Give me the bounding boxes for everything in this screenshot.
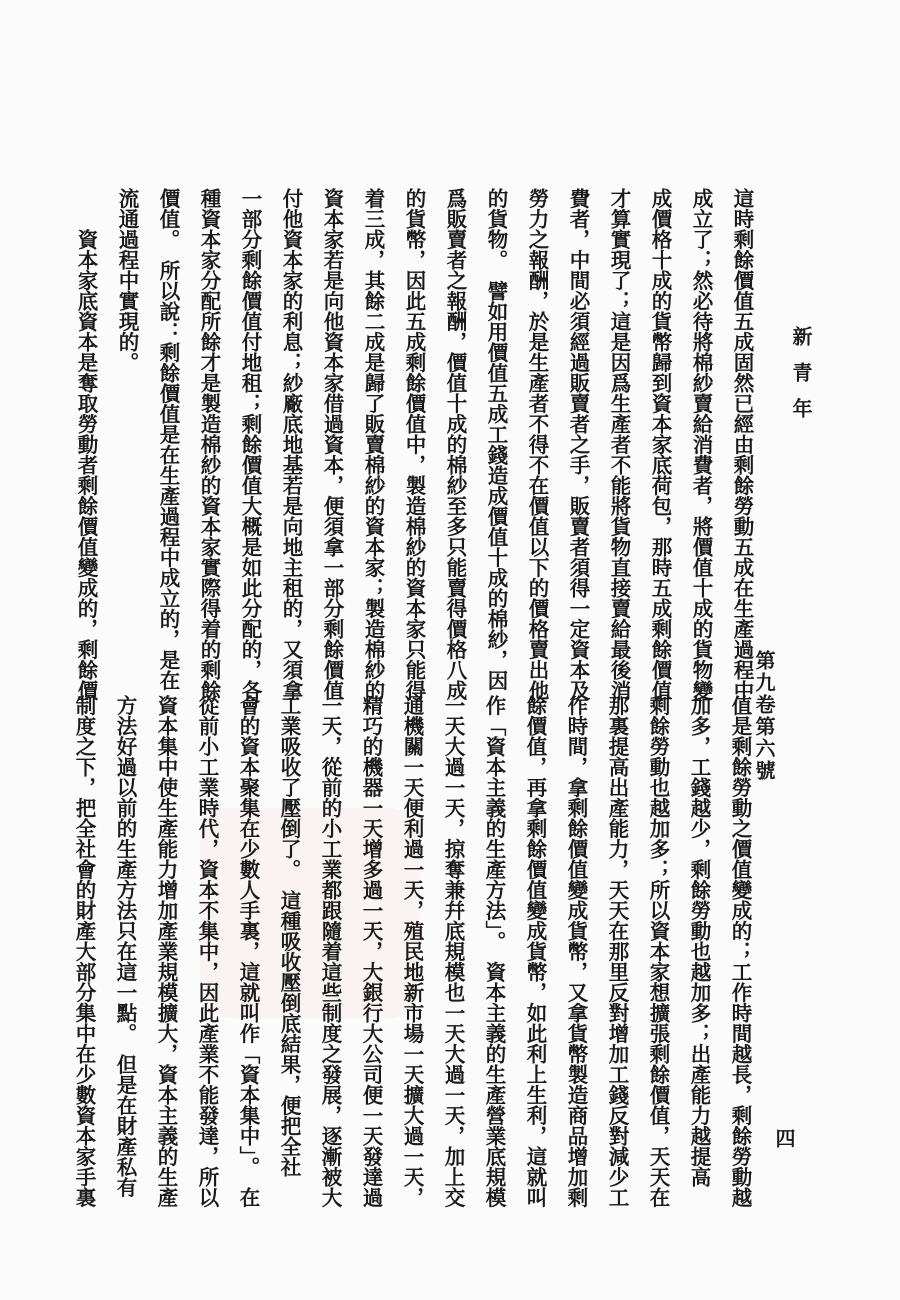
text-line: 資本家若是向他資本家借過資本，便須拿一部分剩餘價值: [320, 188, 344, 701]
text-line: 一天大過一天，掠奪兼幷底規模也一天大過一天，加上交: [441, 695, 465, 1208]
text-line: 勞力之報酬，於是生產者不得不在價值以下的價格賣出他: [525, 188, 549, 701]
text-line: 制度之下，把全社會的財產大部分集中在少數資本家手裏: [72, 695, 96, 1208]
text-line: 值是剩餘勞動之價值變成的；工作時間越長，剩餘勞動越: [728, 695, 752, 1208]
lower-text-block: [72, 695, 760, 1208]
text-line: 一部分剩餘價值付地租；剩餘價值大概是如此分配的，各: [238, 188, 262, 701]
journal-title: 新青年: [789, 326, 813, 434]
text-line: 的貨幣，因此五成剩餘價值中，製造棉紗的資本家只能得: [402, 188, 426, 701]
text-line: 費者，中間必須經過販賣者之手，販賣者須得一定資本及: [566, 188, 590, 701]
text-line: 加多，工錢越少，剩餘勞動也越加多；出產能力越提高: [687, 695, 711, 1187]
text-line: 從前小工業時代，資本不集中，因此產業不能發達，所以: [195, 695, 219, 1208]
text-line: 的貨物。 譬如用價值五成工錢造成價值十成的棉紗，因: [484, 188, 508, 691]
text-line: 爲販賣者之報酬，價值十成的棉紗至多只能賣得價格八成: [443, 188, 467, 701]
text-line: 剩餘勞動也越加多；所以資本家想擴張剩餘價值，天天在: [646, 695, 670, 1208]
text-line: 作「資本主義的生產方法」。 資本主義的生產營業底規模: [482, 695, 506, 1208]
text-line: 成價格十成的貨幣歸到資本家底荷包，那時五成剩餘價值: [648, 188, 672, 701]
text-line: 通機關一天便利過一天，殖民地新市場一天擴大過一天，: [400, 695, 424, 1208]
text-line: 作時間，拿剩餘價值變成貨幣，又拿貨幣製造商品增加剩: [564, 695, 588, 1208]
upper-text-block: [74, 188, 762, 701]
text-line: 那裏提高出產能力，天天在那里反對增加工錢反對減少工: [605, 695, 629, 1208]
text-line: 着三成，其餘二成是歸了販賣棉紗的資本家；製造棉紗的: [361, 188, 385, 701]
text-line: 餘價值，再拿剩餘價值變成貨幣，如此利上生利，這就叫: [523, 695, 547, 1208]
text-line: 資本家底資本是奪取勞動者剩餘價值變成的，剩餘價: [74, 188, 98, 701]
text-line: 精巧的機器一天增多過一天，大銀行大公司便一天發達過: [359, 695, 383, 1208]
text-line: 流通過程中實現的。: [115, 188, 139, 373]
text-line: 一天，從前的小工業都跟隨着這些制度之發展，逐漸被大: [318, 695, 342, 1208]
text-line: 方法好過以前的生產方法只在這一點。 但是在財產私有: [113, 695, 137, 1198]
page-number: 四: [772, 1128, 796, 1150]
volume-issue: 第九卷第六號: [752, 650, 776, 782]
text-line: 種資本家分配所餘才是製造棉紗的資本家實際得着的剩餘: [197, 188, 221, 701]
text-line: 這時剩餘價值五成固然已經由剩餘勞動五成在生產過程中: [730, 188, 754, 701]
text-line: 工業吸收了壓倒了。 這種吸收壓倒底結果，便把全社: [277, 695, 301, 1177]
text-line: 會的資本聚集在少數人手裏，這就叫作「資本集中」。 在: [236, 695, 260, 1208]
text-line: 價值。 所以說：剩餘價值是在生產過程中成立的，是在: [156, 188, 180, 691]
text-line: 才算實現了；這是因爲生產者不能將貨物直接賣給最後消: [607, 188, 631, 701]
text-line: 成立了；然必待將棉紗賣給消費者，將價值十成的貨物變: [689, 188, 713, 701]
text-line: 付他資本家的利息；紗廠底地基若是向地主租的，又須拿: [279, 188, 303, 701]
text-line: 資本集中使生產能力增加產業規模擴大，資本主義的生產: [154, 695, 178, 1208]
